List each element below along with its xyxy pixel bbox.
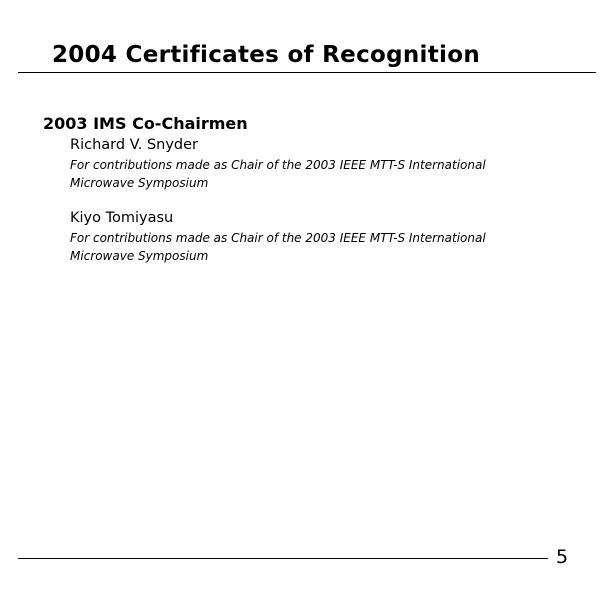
page-number: 5	[556, 546, 569, 568]
title-divider	[18, 72, 596, 73]
recipient-citation: For contributions made as Chair of the 2003 IEEE MTT-S International Microwave Symposium	[70, 158, 486, 190]
recipient-entry	[70, 136, 570, 192]
recipient-name: Kiyo Tomiyasu	[70, 210, 174, 226]
section-heading: 2003 IMS Co-Chairmen	[43, 114, 248, 133]
footer-divider	[18, 558, 548, 559]
slide-title: 2004 Certificates of Recognition	[52, 42, 480, 68]
recipient-entry	[70, 209, 570, 265]
recipient-citation: For contributions made as Chair of the 2003 IEEE MTT-S International Microwave Symposium	[70, 231, 486, 263]
recipient-name: Richard V. Snyder	[70, 137, 199, 153]
